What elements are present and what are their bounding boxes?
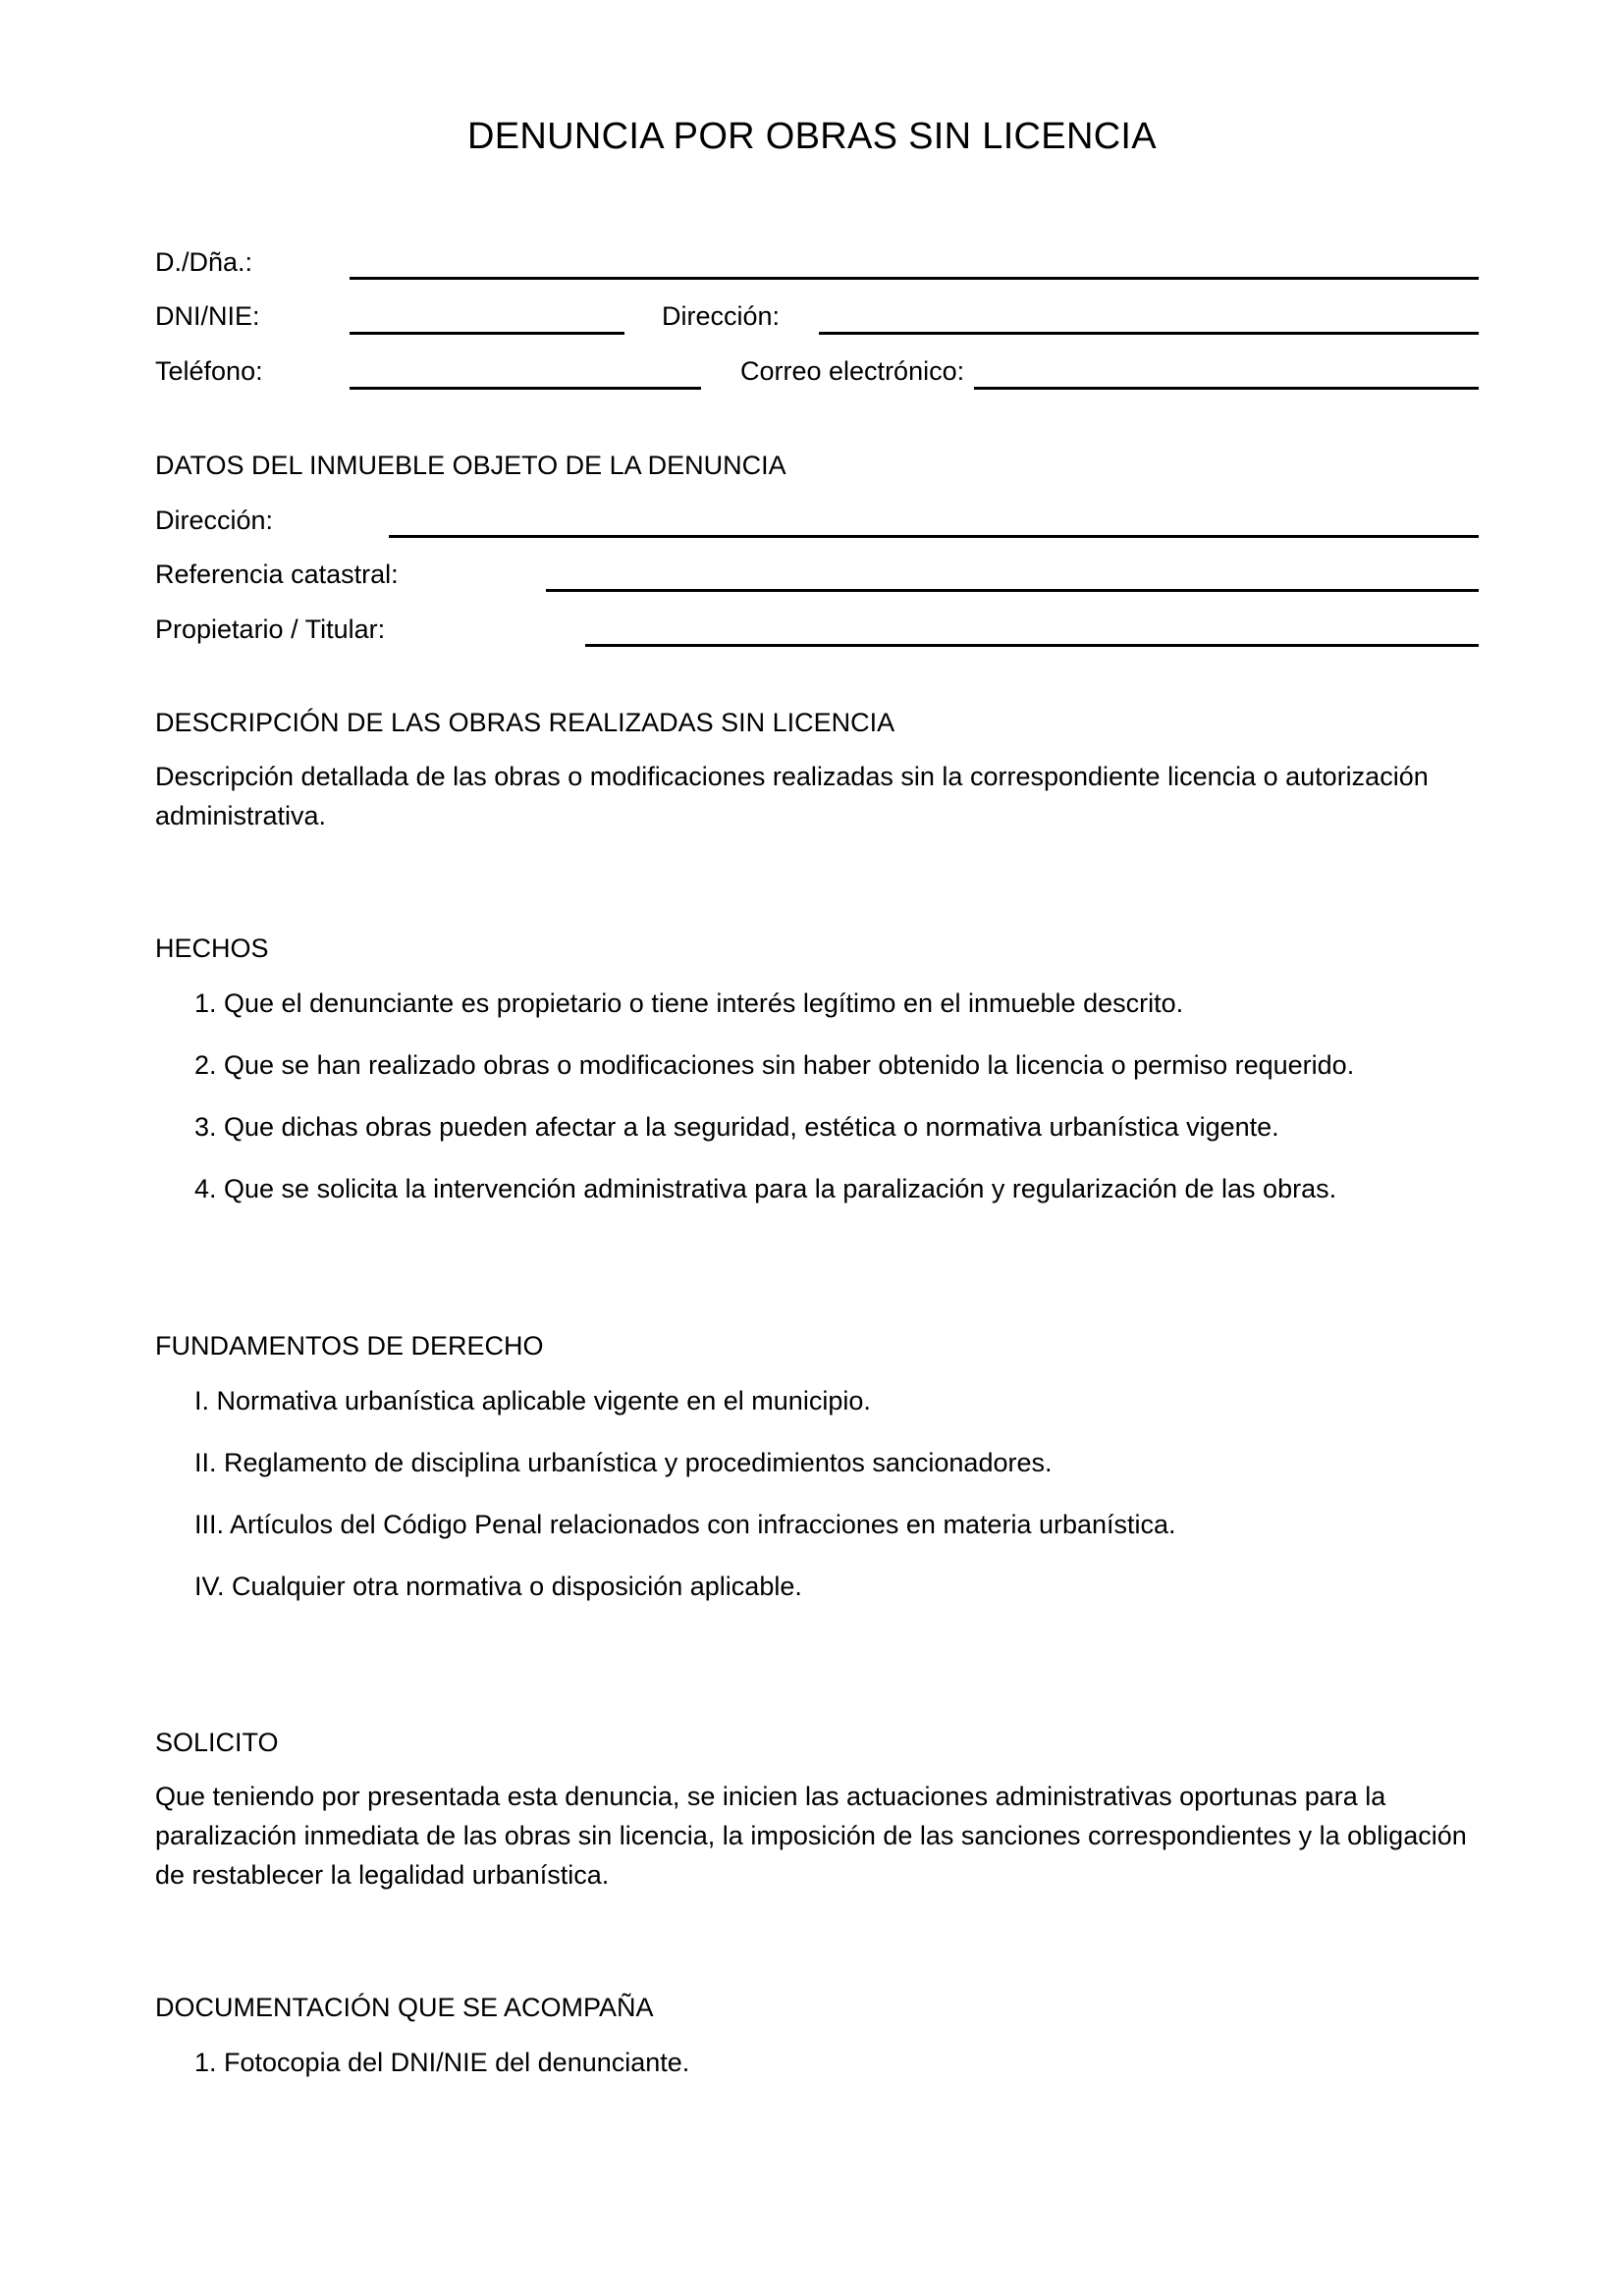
fundamentos-item: II. Reglamento de disciplina urbanística y procedimientos sancionadores.	[194, 1448, 1053, 1477]
nombre-field[interactable]	[350, 277, 1479, 280]
document-title: DENUNCIA POR OBRAS SIN LICENCIA	[467, 116, 1157, 157]
hechos-item: 3. Que dichas obras pueden afectar a la seguridad, estética o normativa urbanística vigente.	[194, 1112, 1279, 1142]
referencia-catastral-label: Referencia catastral:	[155, 560, 399, 589]
fundamentos-heading: FUNDAMENTOS DE DERECHO	[155, 1331, 544, 1361]
telefono-field[interactable]	[350, 387, 701, 390]
direccion-label: Dirección:	[662, 301, 781, 331]
telefono-label: Teléfono:	[155, 356, 263, 386]
solicito-heading: SOLICITO	[155, 1728, 279, 1757]
hechos-heading: HECHOS	[155, 934, 269, 963]
fundamentos-item: I. Normativa urbanística aplicable vigente en el municipio.	[194, 1386, 871, 1415]
fundamentos-item: IV. Cualquier otra normativa o disposición aplicable.	[194, 1572, 802, 1601]
referencia-catastral-field[interactable]	[546, 589, 1479, 592]
documentacion-item: 1. Fotocopia del DNI/NIE del denunciante.	[194, 2048, 690, 2077]
descripcion-heading: DESCRIPCIÓN DE LAS OBRAS REALIZADAS SIN LICENCIA	[155, 708, 895, 737]
solicito-text: Que teniendo por presentada esta denuncia, se inicien las actuaciones administrativas oportunas para la paralización inmediata de las obras sin licencia, la imposición de las sanciones correspondientes y la obligación de restablecer la legalidad urbanística.	[155, 1782, 1467, 1890]
dni-label: DNI/NIE:	[155, 301, 260, 331]
hechos-item: 1. Que el denunciante es propietario o tiene interés legítimo en el inmueble descrito.	[194, 988, 1184, 1018]
documentacion-heading: DOCUMENTACIÓN QUE SE ACOMPAÑA	[155, 1993, 654, 2022]
hechos-item: 4. Que se solicita la intervención administrativa para la paralización y regularización de las obras.	[194, 1174, 1337, 1203]
descripcion-text: Descripción detallada de las obras o modificaciones realizadas sin la correspondiente licencia o autorización administrativa.	[155, 762, 1429, 830]
direccion-field[interactable]	[819, 332, 1479, 335]
nombre-label: D./Dña.:	[155, 247, 253, 277]
inmueble-heading: DATOS DEL INMUEBLE OBJETO DE LA DENUNCIA	[155, 451, 786, 480]
inmueble-direccion-field[interactable]	[389, 535, 1479, 538]
dni-field[interactable]	[350, 332, 624, 335]
hechos-item: 2. Que se han realizado obras o modificaciones sin haber obtenido la licencia o permiso requerido.	[194, 1050, 1355, 1080]
propietario-label: Propietario / Titular:	[155, 614, 386, 644]
correo-field[interactable]	[974, 387, 1479, 390]
propietario-field[interactable]	[585, 644, 1479, 647]
fundamentos-item: III. Artículos del Código Penal relacionados con infracciones en materia urbanística.	[194, 1510, 1176, 1539]
correo-label: Correo electrónico:	[740, 356, 965, 386]
inmueble-direccion-label: Dirección:	[155, 506, 274, 535]
